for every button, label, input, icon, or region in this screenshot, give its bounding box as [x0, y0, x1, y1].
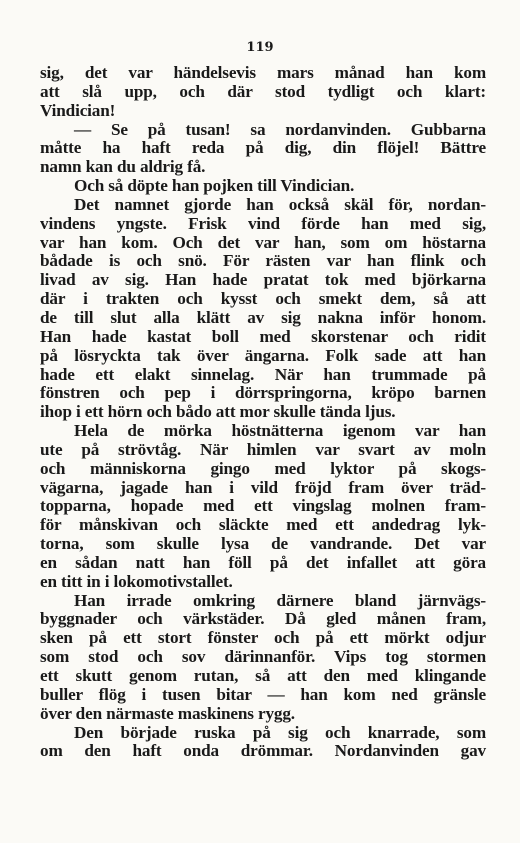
text-line: där i trakten och kysst och smekt dem, så att — [40, 289, 486, 309]
text-line: sig, det var händelsevis mars månad han kom — [40, 63, 486, 82]
body-text — [40, 64, 486, 761]
text-line: var han kom. Och det var han, som om höstarna — [40, 232, 486, 252]
text-line: Han hade kastat boll med skorstenar och ridit — [40, 326, 486, 346]
text-line: att slå upp, och där stod tydligt och klart: — [40, 81, 486, 101]
text-line: en sådan natt han föll på det infallet att göra — [40, 552, 486, 572]
text-line: som stod och sov därinnanför. Vips tog stormen — [40, 647, 486, 667]
text-line: över den närmaste maskinens rygg. — [40, 703, 295, 723]
text-line: för månskivan och släckte med ett andedrag lyk- — [40, 515, 486, 535]
text-line: ute på strövtåg. När himlen var svart av moln — [40, 439, 486, 459]
text-line: sken på ett stort fönster och på ett mörkt odjur — [40, 628, 486, 648]
text-line: fönstren och pep i dörrspringorna, kröpo barnen — [40, 383, 486, 403]
text-line: de till slut alla klätt av sig nakna inför honom. — [40, 307, 486, 327]
text-line: vindens yngste. Frisk vind förde han med sig, — [40, 213, 486, 233]
text-line: en titt in i lokomotivstallet. — [40, 571, 233, 591]
text-line: på lösryckta tak över ängarna. Folk sade att han — [40, 345, 486, 365]
text-line: buller flög i tusen bitar — han kom ned gränsle — [40, 684, 486, 704]
text-line: Det namnet gjorde han också skäl för, nordan- — [74, 194, 486, 214]
text-line: Vindician! — [40, 100, 116, 120]
text-line: bådade is och snö. För rästen var han flink och — [40, 251, 486, 271]
text-line: torna, som skulle lysa de vandrande. Det var — [40, 534, 486, 554]
text-line: om den haft onda drömmar. Nordanvinden gav — [40, 741, 486, 761]
text-line: byggnader och värkstäder. Då gled månen fram, — [40, 609, 486, 629]
text-line: vägarna, jagade han i vild fröjd fram över träd- — [40, 477, 486, 497]
text-line: måtte ha haft reda på dig, din flöjel! Bättre — [40, 138, 486, 158]
text-line: hade ett elakt sinnelag. När han trummade på — [40, 364, 486, 384]
page-number: 119 — [246, 40, 274, 55]
text-line: livad av sig. Han hade pratat tok med björkarna — [40, 270, 486, 290]
text-line: Hela de mörka höstnätterna igenom var han — [74, 421, 486, 441]
text-line: ihop i ett hörn och bådo att mor skulle tända ljus. — [40, 402, 396, 422]
text-line: och människorna gingo med lyktor på skogs- — [40, 458, 486, 478]
text-line: Och så döpte han pojken till Vindician. — [74, 176, 355, 196]
text-line: topparna, hopade med ett vingslag molnen fram- — [40, 496, 486, 516]
text-line: Han irrade omkring därnere bland järnvägs- — [74, 590, 486, 610]
text-line: Den började ruska på sig och knarrade, som — [74, 722, 486, 742]
text-line: namn kan du aldrig få. — [40, 157, 206, 177]
text-line: ett skutt genom rutan, så att den med klingande — [40, 666, 486, 685]
text-line: — Se på tusan! sa nordanvinden. Gubbarna — [74, 119, 486, 139]
